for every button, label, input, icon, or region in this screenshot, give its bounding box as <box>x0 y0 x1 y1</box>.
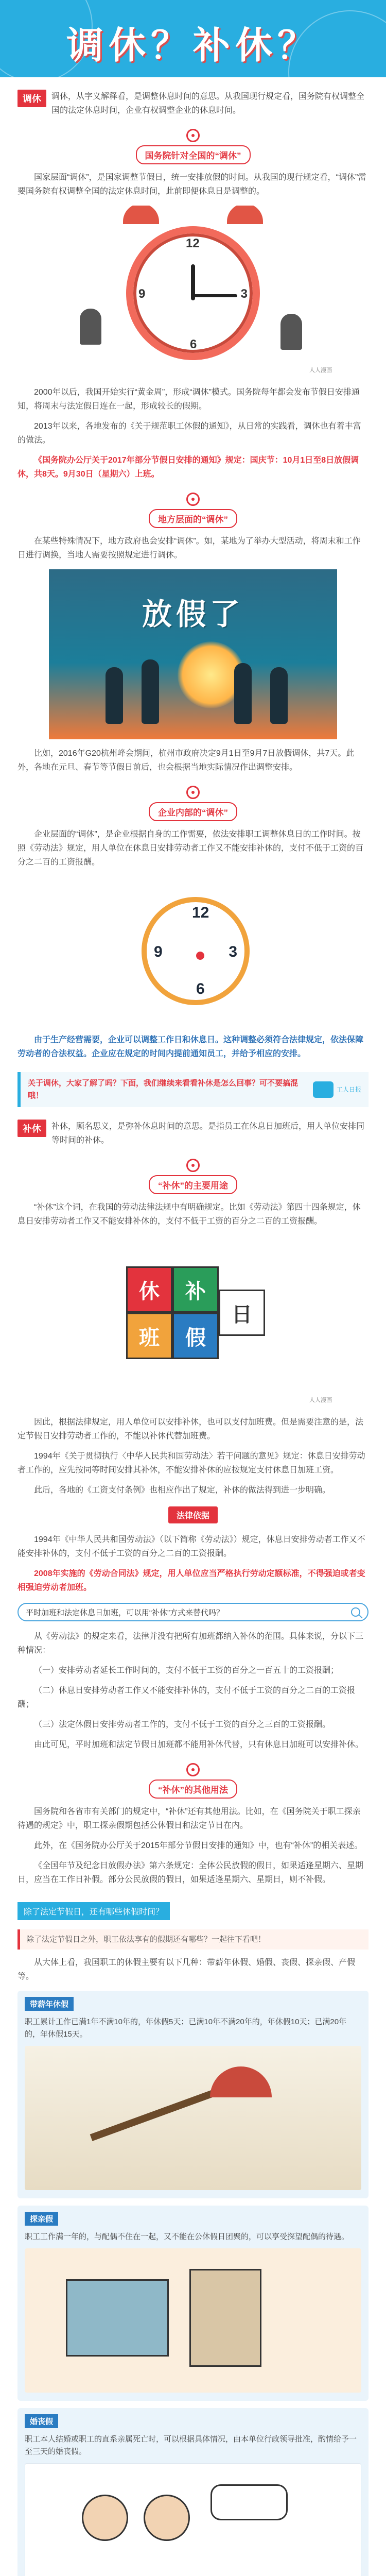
location-pin-icon <box>186 1763 200 1776</box>
clock-numeral: 9 <box>154 943 163 960</box>
face-shape <box>82 2495 128 2541</box>
calendar-cube: 假 <box>172 1313 219 1359</box>
speech-bubble-icon <box>210 2484 288 2520</box>
leave-card-annual <box>17 1991 369 2198</box>
minute-hand <box>191 294 237 297</box>
paragraph: 此后，各地的《工资支付条例》也相应作出了规定，补休的做法得到进一步明确。 <box>34 1486 331 1495</box>
person-silhouette <box>270 667 288 724</box>
section-heading <box>17 1159 369 1194</box>
paragraph: “补休”这个词，在我国的劳动法律法规中有明确规定。比如《劳动法》第四十四条规定，休息日安排劳动者工作又不能安排补休的，支付不低于工资的百分之二百的工资报酬。 <box>17 1203 361 1226</box>
paragraph: 2013年以来，各地发布的《关于规范职工休假的通知》，从日常的实践看，调休也有着丰富的做法。 <box>17 422 361 445</box>
card-tag: 带薪年休假 <box>25 1997 74 2011</box>
buxiu-intro-block <box>17 1120 369 1147</box>
paragraph: 国家层面“调休”，是国家调整节假日，统一安排放假的时间。从我国的现行规定看，“调休”需要国务院有权调整全国的法定休息时间，此前即便休息日是调整的。 <box>17 173 366 196</box>
location-pin-icon <box>186 493 200 506</box>
header-banner <box>0 0 386 77</box>
office-illustration <box>25 2248 361 2393</box>
paragraph: （一）安排劳动者延长工作时间的，支付不低于工资的百分之一百五十的工资报酬； <box>34 1666 339 1675</box>
buxiu-tag: 补休 <box>17 1120 46 1137</box>
clock-numeral: 12 <box>186 236 200 250</box>
image-credit: 人人漫画 <box>309 1397 332 1403</box>
person-silhouette <box>234 663 252 724</box>
heading-label: “补休”的主要用途 <box>149 1175 237 1194</box>
intro-tag: 调休 <box>17 90 46 107</box>
highlight-text: 2008年实施的《劳动合同法》规定，用人单位应当严格执行劳动定额标准，不得强迫或者变相强迫劳动者加班。 <box>17 1569 365 1592</box>
highlight-text: 由于生产经营需要，企业可以调整工作日和休息日。这种调整必须符合法律规定，依法保障劳动者的合法权益。企业应在规定的时间内提前通知员工，并给予相应的安排。 <box>17 1036 364 1058</box>
paragraph <box>17 453 369 481</box>
heading-label: 国务院针对全国的“调休” <box>136 145 251 164</box>
intro-text: 调休，从字义解释看，是调整休息时间的意思。从我国现行规定看，国务院有权调整全国的法定休息时间，企业有权调整企业的休息时间。 <box>51 92 365 115</box>
transition-quote <box>17 1072 369 1107</box>
calendar-cube: 补 <box>172 1266 219 1313</box>
clock-numeral: 3 <box>229 943 237 960</box>
location-pin-icon <box>186 1159 200 1172</box>
person-silhouette <box>142 659 159 724</box>
section-heading <box>17 129 369 164</box>
face-shape <box>144 2495 190 2541</box>
search-icon[interactable] <box>351 1607 360 1617</box>
clock-numeral: 6 <box>190 337 197 351</box>
paragraph: 1994年《中华人民共和国劳动法》（以下简称《劳动法》）规定，休息日安排劳动者工作又不能安排补休的，支付不低于工资的百分之二百的工资报酬。 <box>17 1535 365 1558</box>
family-illustration <box>25 2463 361 2576</box>
clock-calendar-illustration <box>49 876 337 1026</box>
card-text: 职工工作满一年的，与配偶不住在一起，又不能在公休假日团聚的，可以享受探望配偶的待遇。 <box>25 2232 349 2241</box>
paragraph: 《全国年节及纪念日放假办法》第六条规定：全体公民放假的假日，如果适逢星期六、星期日，应当在工作日补假。部分公民放假的假日，如果适逢星期六、星期日，则不补假。 <box>17 1861 364 1884</box>
paragraph: 因此，根据法律规定，用人单位可以安排补休，也可以支付加班费。但是需要注意的是，法定节假日安排劳动者工作的，不能以补休代替加班费。 <box>17 1418 364 1440</box>
calendar-cube: 日 <box>219 1290 265 1336</box>
card-tag: 婚丧假 <box>25 2414 58 2428</box>
beach-chair-illustration <box>25 2046 361 2190</box>
paragraph: 1994年《关于贯彻执行〈中华人民共和国劳动法〉若干问题的意见》规定：休息日安排劳动者工作的，应先按同等时间安排其补休，不能安排补休的应按规定支付休息日加班工资。 <box>17 1452 365 1475</box>
paragraph: 国务院和各省市有关部门的规定中，“补休”还有其他用法。比如，在《国务院关于职工探亲待遇的规定》中，职工探亲假期包括公休假日和法定节日在内。 <box>17 1807 361 1830</box>
paragraph: 由此可见，平时加班和法定节假日加班都不能用补休代替，只有休息日加班可以安排补休。 <box>34 1740 364 1749</box>
bell-shape <box>227 206 263 224</box>
section-heading <box>17 493 369 528</box>
paragraph: 此外，在《国务院办公厅关于2015年部分节假日安排的通知》中，也有“补休”的相关表述。 <box>34 1841 363 1850</box>
intro-block <box>17 90 369 117</box>
umbrella-icon <box>210 2066 272 2097</box>
card-text: 职工累计工作已满1年不满10年的，年休假5天；已满10年不满20年的，年休假10天；已满20年的，年休假15天。 <box>25 2018 347 2039</box>
highlight-text: 《国务院办公厅关于2017年部分节假日安排的通知》规定：国庆节：10月1日至8日放假调休，共8天。9月30日（星期六）上班。 <box>17 456 359 479</box>
paragraph: 从《劳动法》的规定来看，法律并没有把所有加班都纳入补休的范围。具体来说，分以下三种情况： <box>17 1632 364 1655</box>
running-figure <box>280 314 302 350</box>
paragraph: （三）法定休假日安排劳动者工作的，支付不低于工资的百分之三百的工资报酬。 <box>34 1720 331 1729</box>
leave-card-wedding-funeral <box>17 2408 369 2576</box>
card-tag: 探亲假 <box>25 2212 58 2226</box>
clock-icon <box>142 897 250 1005</box>
alarm-clock-icon <box>126 226 260 360</box>
section-heading <box>17 1763 369 1799</box>
section-heading <box>17 786 369 821</box>
tips-banner: 除了法定节假日，还有哪些休假时间？ <box>17 1902 170 1920</box>
buxiu-text: 补休，顾名思义，是弥补休息时间的意思。是指员工在休息日加班后，用人单位安排同等时间的补休。 <box>51 1122 365 1145</box>
heading-label: “补休”的其他用法 <box>149 1780 237 1799</box>
paragraph <box>17 1033 369 1061</box>
paragraph: 从大体上看，我国职工的休假主要有以下几种：带薪年休假、婚假、丧假、探亲假、产假等。 <box>17 1958 356 1981</box>
clock-illustration <box>49 206 337 378</box>
calendar-cube: 班 <box>126 1313 172 1359</box>
holiday-illustration <box>49 569 337 739</box>
clock-center-dot <box>196 952 204 960</box>
card-text: 职工本人结婚或职工的直系亲属死亡时，可以根据具体情况，由本单位行政领导批准，酌情给予一至三天的婚丧假。 <box>25 2435 357 2456</box>
clock-numeral: 12 <box>192 904 209 921</box>
person-silhouette <box>106 667 123 724</box>
paragraph: 企业层面的“调休”，是企业根据自身的工作需要，依法安排职工调整休息日的工作时间。按照《劳动法》规定，用人单位在休息日安排劳动者工作又不能安排补休的，支付不低于工资的百分之二百的工资报酬。 <box>17 830 364 867</box>
question-text: 平时加班和法定休息日加班，可以用“补休”方式来替代吗？ <box>26 1608 224 1617</box>
rule-banner-wrap <box>17 1506 369 1523</box>
tips-text: 除了法定节假日之外，职工依法享有的假期还有哪些？一起往下看吧！ <box>17 1929 369 1950</box>
quote-text: 关于调休，大家了解了吗？下面，我们继续来看看补休是怎么回事？可不要搞混哦！ <box>28 1079 299 1100</box>
image-credit: 人人漫画 <box>309 367 332 374</box>
location-pin-icon <box>186 786 200 799</box>
rule-banner: 法律依据 <box>168 1506 218 1523</box>
paragraph: （二）休息日安排劳动者工作又不能安排补休的，支付不低于工资的百分之二百的工资报酬； <box>17 1686 356 1709</box>
paragraph: 在某些特殊情况下，地方政府也会安排“调休”。如，某地为了举办大型活动，将周末和工作日进行调换，当地人需要按照规定进行调休。 <box>17 537 361 560</box>
heading-label: 地方层面的“调休” <box>149 509 237 528</box>
heading-label: 企业内部的“调休” <box>149 802 237 821</box>
cube-illustration <box>49 1235 337 1408</box>
location-pin-icon <box>186 129 200 142</box>
leave-card-family <box>17 2206 369 2401</box>
holiday-banner-text: 放假了 <box>142 598 244 631</box>
clock-numeral: 6 <box>196 980 205 997</box>
page-title: 调休？补休？ <box>66 25 320 66</box>
brand-label: 工人日报 <box>336 1086 361 1093</box>
question-search-bar[interactable] <box>17 1603 369 1621</box>
file-stack <box>189 2269 261 2367</box>
calendar-cube: 休 <box>126 1266 172 1313</box>
paragraph: 比如，2016年G20杭州峰会期间，杭州市政府决定9月1日至9月7日放假调休，共7天。此外，各地在元旦、春节等节假日前后，也会根据当地实际情况作出调整安排。 <box>17 749 355 772</box>
clock-numeral: 9 <box>138 287 146 301</box>
paragraph <box>17 1567 369 1595</box>
chat-bubble-icon <box>313 1081 334 1098</box>
paragraph: 2000年以后，我国开始实行“黄金周”，形成“调休”模式。国务院每年都会发布节假日安排通知，将周末与法定假日连在一起，形成较长的假期。 <box>17 388 360 411</box>
clock-numeral: 3 <box>240 287 248 301</box>
bell-shape <box>123 206 159 224</box>
desk-shape <box>66 2279 169 2357</box>
running-figure <box>80 309 101 345</box>
